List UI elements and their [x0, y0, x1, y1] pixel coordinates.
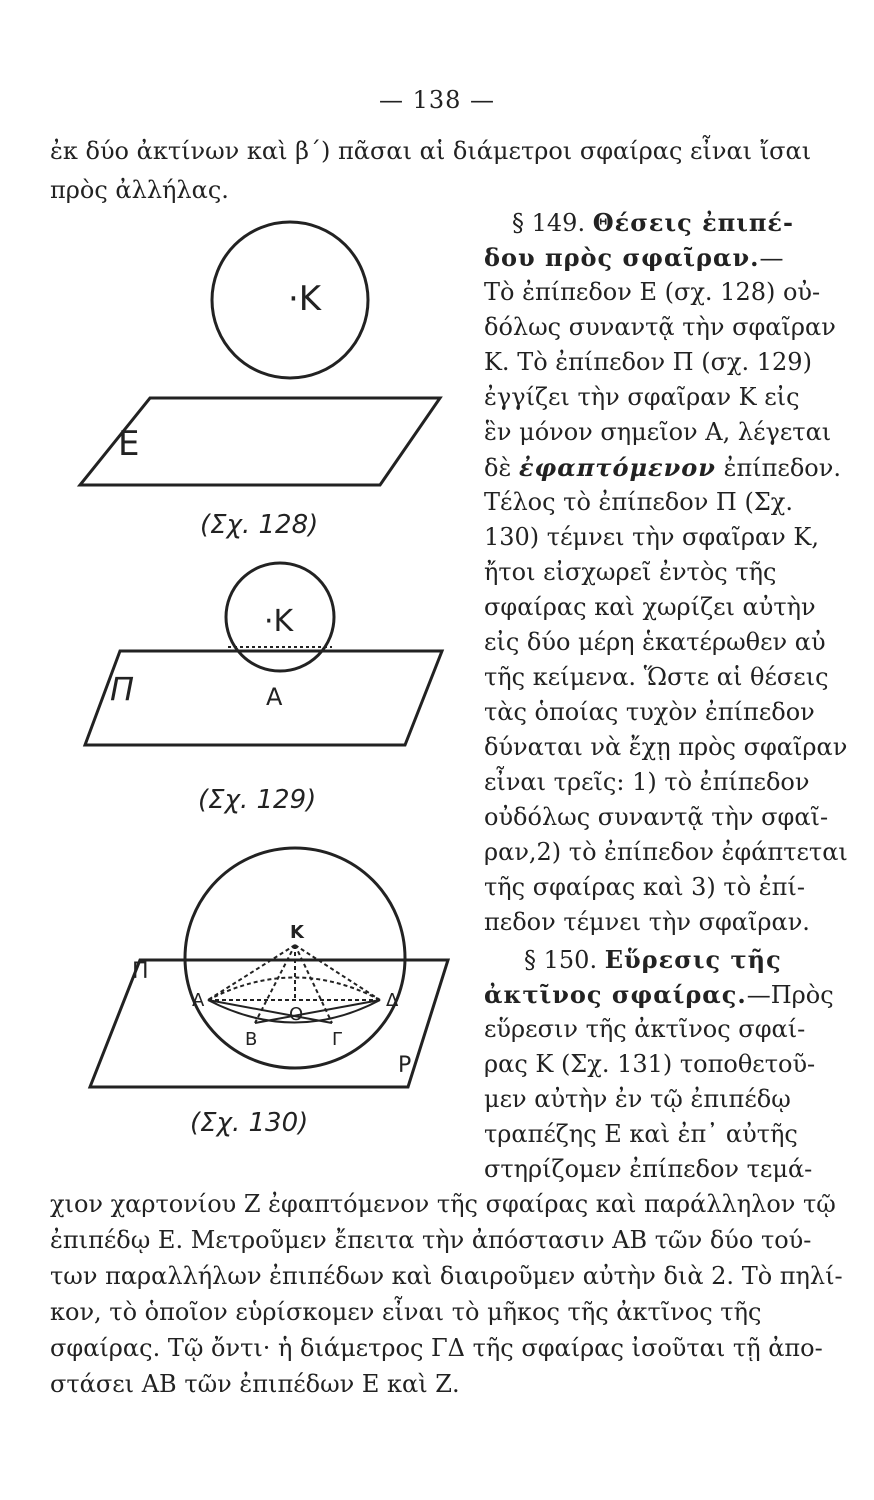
section-150-number: § 150. [524, 946, 598, 974]
s149-line: Τέλος τὸ ἐπίπεδον Π (Σχ. [484, 488, 793, 516]
figure-128 [70, 210, 450, 510]
section-149-number: § 149. [512, 209, 586, 237]
label-a: A [192, 990, 205, 1011]
s149-line: 130) τέμνει τὴν σφαῖραν Κ, [484, 523, 819, 551]
section-150-heading-rest: —Πρὸς [746, 981, 834, 1009]
s149-line: οὐδόλως συναντᾷ τὴν σφαῖ- [484, 803, 829, 831]
s149-line: εἶναι τρεῖς: 1) τὸ ἐπίπεδον [484, 768, 810, 796]
section-150-heading-line-1 [524, 945, 782, 974]
plane-label-pi: Π [110, 670, 135, 708]
s149-line: δύναται νὰ ἔχῃ πρὸς σφαῖραν [484, 733, 848, 761]
label-rho: Ρ [398, 1053, 412, 1078]
plane-label-e: E [118, 424, 140, 464]
s150-full-line: σφαίρας. Τῷ ὄντι· ἡ διάμετρος ΓΔ τῆς σφαίρας ἰσοῦται τῇ ἀπο- [50, 1334, 823, 1362]
s149-tangent-line [484, 453, 841, 482]
center-label-k: ·K [288, 279, 322, 319]
section-149-heading-line-2 [484, 243, 783, 272]
s150-full-line: στάσει ΑΒ τῶν ἐπιπέδων Ε καὶ Ζ. [50, 1370, 460, 1398]
s149-line: τῆς σφαίρας καὶ 3) τὸ ἐπί- [484, 873, 805, 901]
label-d: Δ [386, 990, 399, 1011]
s149-line: ἓν μόνον σημεῖον Α, λέγεται [484, 418, 832, 446]
tangent-suffix: ἐπίπεδον. [723, 454, 841, 482]
section-149-heading-line-1 [512, 208, 794, 237]
tangent-term: ἐφαπτόμενον [518, 453, 716, 482]
s150-full-line: χιον χαρτονίου Ζ ἐφαπτόμενον τῆς σφαίρας καὶ παράλληλον τῷ [50, 1190, 836, 1218]
tangent-point-label-a: A [266, 683, 283, 711]
s150-line: μεν αὐτὴν ἐν τῷ ἐπιπέδῳ [484, 1085, 791, 1113]
caption-fig-128: (Σχ. 128) [200, 510, 319, 540]
s149-line: πεδον τέμνει τὴν σφαῖραν. [484, 908, 810, 936]
section-149-dash: — [759, 244, 784, 272]
section-150-title-a: Εὕρεσις τῆς [604, 945, 782, 974]
section-150-heading-line-2 [484, 980, 834, 1009]
s150-full-line: ἐπιπέδῳ Ε. Μετροῦμεν ἔπειτα τὴν ἀπόστασιν ΑΒ τῶν δύο τού- [50, 1226, 812, 1254]
label-b: B [245, 1029, 258, 1050]
s149-line: εἰς δύο μέρη ἑκατέρωθεν αὐ [484, 628, 826, 656]
s150-line: ρας Κ (Σχ. 131) τοποθετοῦ- [484, 1050, 816, 1078]
figure-130 [70, 840, 450, 1110]
intro-line-2: πρὸς ἀλλήλας. [50, 176, 229, 204]
section-149-title-a: Θέσεις ἐπιπέ- [592, 208, 794, 237]
section-150-title-b: ἀκτῖνος σφαίρας. [484, 980, 747, 1009]
s150-line: εὕρεσιν τῆς ἀκτῖνος σφαί- [484, 1015, 806, 1043]
label-o: O [289, 1004, 304, 1025]
s150-full-line: κον, τὸ ὁποῖον εὑρίσκομεν εἶναι τὸ μῆκος τῆς ἀκτῖνος τῆς [50, 1298, 762, 1326]
s149-line: Τὸ ἐπίπεδον Ε (σχ. 128) οὐ- [484, 278, 821, 306]
sphere-circle [185, 848, 405, 1068]
center-label-k: ·K [264, 604, 294, 639]
s150-line: στηρίζομεν ἐπίπεδον τεμά- [484, 1155, 813, 1183]
figure-129 [70, 555, 450, 775]
s149-line: ἤτοι εἰσχωρεῖ ἐντὸς τῆς [484, 558, 777, 586]
caption-fig-130: (Σχ. 130) [190, 1108, 309, 1138]
s149-line: ἐγγίζει τὴν σφαῖραν Κ εἰς [484, 383, 800, 411]
s149-line: Κ. Τὸ ἐπίπεδον Π (σχ. 129) [484, 348, 812, 376]
label-g: Γ [332, 1029, 343, 1050]
section-149-title-b: δου πρὸς σφαῖραν. [484, 243, 760, 272]
tangent-prefix: δὲ [484, 454, 512, 482]
s150-full-line: των παραλλήλων ἐπιπέδων καὶ διαιροῦμεν αὐτὴν διὰ 2. Τὸ πηλί- [50, 1262, 843, 1290]
s149-line: ραν,2) τὸ ἐπίπεδον ἐφάπτεται [484, 838, 848, 866]
s149-line: σφαίρας καὶ χωρίζει αὐτὴν [484, 593, 816, 621]
intro-line-1: ἐκ δύο ἀκτίνων καὶ β΄) πᾶσαι αἱ διάμετροι σφαίρας εἶναι ἴσαι [50, 137, 812, 165]
plane-pi [85, 651, 442, 745]
s149-line: τὰς ὁποίας τυχὸν ἐπίπεδον [484, 698, 815, 726]
page-number: — 138 — [378, 86, 496, 114]
s149-line: δόλως συναντᾷ τὴν σφαῖραν [484, 313, 836, 341]
label-pi: Π [132, 959, 149, 984]
caption-fig-129: (Σχ. 129) [198, 785, 317, 815]
label-k: K [290, 922, 304, 943]
s149-line: τῆς κείμενα. Ὥστε αἱ θέσεις [484, 663, 829, 691]
s150-line: τραπέζης Ε καὶ ἐπ᾿ αὐτῆς [484, 1120, 798, 1148]
